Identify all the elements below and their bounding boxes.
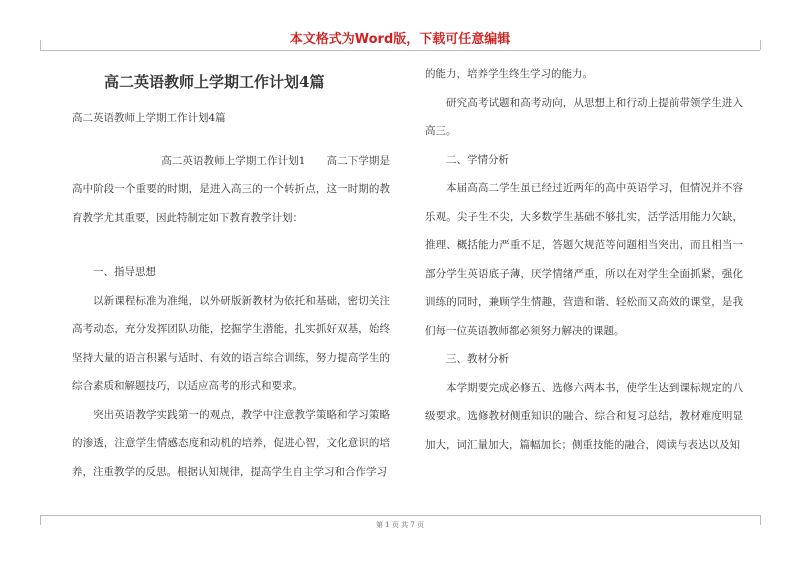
crop-mark bbox=[40, 40, 41, 50]
document-subtitle-line: 高二英语教师上学期工作计划4篇 bbox=[72, 112, 226, 124]
document-title: 高二英语教师上学期工作计划4篇 bbox=[104, 73, 325, 91]
header-rule bbox=[40, 50, 760, 51]
section-heading-guiding-thought: 一、指导思想 bbox=[93, 266, 156, 278]
section-gap bbox=[72, 232, 390, 258]
research-paragraph: 研究高考试题和高考动向，从思想上和行动上提前带领学生进入高三。 bbox=[425, 96, 743, 137]
document-banner: 本文格式为Word版，下载可任意编辑 bbox=[289, 32, 511, 47]
section-heading-textbook-analysis: 三、教材分析 bbox=[446, 353, 509, 365]
section3-paragraph: 本学期要完成必修五、选修六两本书，使学生达到课标规定的八级要求。选修教材侧重知识的融合、综合和复习总结，教材难度明显加大，词汇量加大，篇幅加长；侧重技能的融合，阅读与表达以及知 bbox=[425, 381, 743, 451]
continuation-paragraph: 的能力，培养学生终生学习的能力。 bbox=[425, 68, 593, 80]
right-column bbox=[425, 60, 743, 459]
crop-mark bbox=[760, 40, 761, 50]
section-heading-student-analysis: 二、学情分析 bbox=[446, 153, 509, 166]
section1-paragraph-1: 以新课程标准为准绳，以外研版新教材为依托和基础，密切关注高考动态，充分发挥团队功能，挖掘学生潜能，扎实抓好双基，始终坚持大量的语言积累与适时、有效的语言综合训练，努力提高学生的综合素质和解题技巧，以适应高考的形式和要求。 bbox=[72, 294, 390, 392]
footer-rule bbox=[40, 515, 760, 516]
left-column bbox=[72, 60, 390, 486]
section2-paragraph: 本届高高二学生虽已经过近两年的高中英语学习，但情况并不容乐观。尖子生不尖，大多数学生基础不够扎实，活学活用能力欠缺，推理、概括能力严重不足，答题欠规范等问题相当突出，而且相当一部分学生英语底子薄，厌学情绪严重，所以在对学生全面抓紧，强化训练的同时，兼顾学生情趣，营造和谐、轻松而又高效的课堂，是我们每一位英语教师都必须努力解决的课题。 bbox=[425, 182, 743, 337]
page-number: 第 1 页 共 7 页 bbox=[375, 521, 425, 529]
intro-paragraph: 高二英语教师上学期工作计划1 高二下学期是高中阶段一个重要的时期，是进入高三的一个转折点，这一时期的教育教学尤其重要，因此特制定如下教育教学计划： bbox=[72, 154, 390, 224]
section1-paragraph-2: 突出英语教学实践第一的观点，教学中注意教学策略和学习策略的渗透，注意学生情感态度和动机的培养，促进心智，文化意识的培养，注重教学的反思。根据认知规律，提高学生自主学习和合作学习 bbox=[72, 408, 390, 478]
